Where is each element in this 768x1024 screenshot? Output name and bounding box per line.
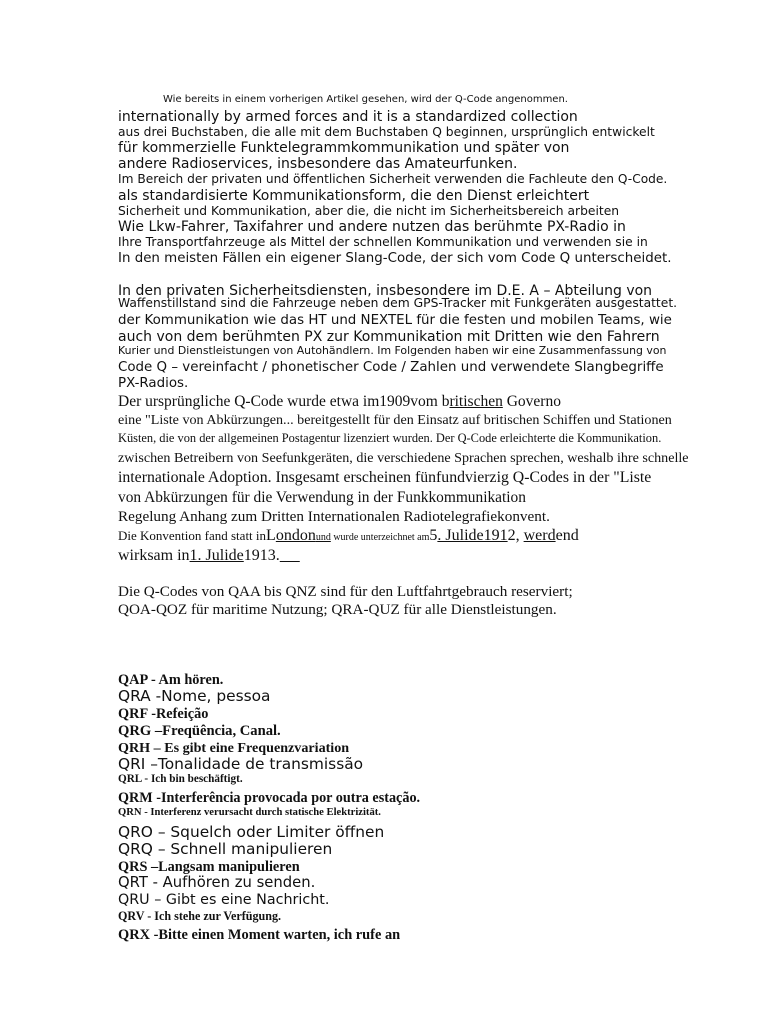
text-line: Kurier und Dienstleistungen von Autohändlern. Im Folgenden haben wir eine Zusammenfassung von xyxy=(118,344,667,357)
list-item: QRV - Ich stehe zur Verfügung. xyxy=(118,909,282,923)
list-item: QRG –Freqüência, Canal. xyxy=(118,723,281,739)
text-line: Die Konvention fand statt inLondonund wurde unterzeichnet am5. Julide1912, werdend xyxy=(118,527,579,544)
list-item: QRL - Ich bin beschäftigt. xyxy=(118,773,243,785)
text-line: internationale Adoption. Insgesamt erscheinen fünfundvierzig Q-Codes in der "Liste xyxy=(118,469,652,486)
list-item: QRQ – Schnell manipulieren xyxy=(118,840,333,858)
list-item: QRU – Gibt es eine Nachricht. xyxy=(118,892,330,908)
text-line: PX-Radios. xyxy=(118,376,189,391)
text-line: von Abkürzungen für die Verwendung in der Funkkommunikation xyxy=(118,489,526,506)
text-line: Code Q – vereinfacht / phonetischer Code / Zahlen und verwendete Slangbegriffe xyxy=(118,360,664,375)
text-line: für kommerzielle Funktelegrammkommunikation und später von xyxy=(118,140,570,156)
text-line: auch von dem berühmten PX zur Kommunikation mit Dritten wie den Fahrern xyxy=(118,329,660,345)
text-line: zwischen Betreibern von Seefunkgeräten, die verschiedene Sprachen sprechen, weshalb ihre schnelle xyxy=(118,450,689,466)
list-item: QAP - Am hören. xyxy=(118,672,224,688)
text-line: In den privaten Sicherheitsdiensten, insbesondere im D.E. A – Abteilung von xyxy=(118,283,653,299)
text-line: als standardisierte Kommunikationsform, die den Dienst erleichtert xyxy=(118,188,590,204)
text-line: In den meisten Fällen ein eigener Slang-Code, der sich vom Code Q unterscheidet. xyxy=(118,251,672,266)
text-line: Im Bereich der privaten und öffentlichen Sicherheit verwenden die Fachleute den Q-Code. xyxy=(118,172,668,186)
list-item: QRN - Interferenz verursacht durch statische Elektrizität. xyxy=(118,807,381,818)
text-line: Sicherheit und Kommunikation, aber die, die nicht im Sicherheitsbereich arbeiten xyxy=(118,204,620,218)
text-line: internationally by armed forces and it is a standardized collection xyxy=(118,109,578,125)
text-line: der Kommunikation wie das HT und NEXTEL für die festen und mobilen Teams, wie xyxy=(118,313,672,328)
list-item: QRX -Bitte einen Moment warten, ich rufe an xyxy=(118,927,401,943)
list-item: QRH – Es gibt eine Frequenzvariation xyxy=(118,740,350,756)
text-line: aus drei Buchstaben, die alle mit dem Buchstaben Q beginnen, ursprünglich entwickelt xyxy=(118,125,655,139)
text-line: Küsten, die von der allgemeinen Postagentur lizenziert wurden. Der Q-Code erleichterte die Kommunikation. xyxy=(118,431,662,445)
text-line: andere Radioservices, insbesondere das Amateurfunken. xyxy=(118,156,518,172)
list-item: QRT - Aufhören zu senden. xyxy=(118,874,316,891)
text-line: QOA-QOZ für maritime Nutzung; QRA-QUZ für alle Dienstleistungen. xyxy=(118,601,557,618)
text-line: Ihre Transportfahrzeuge als Mittel der schnellen Kommunikation und verwenden sie in xyxy=(118,235,648,249)
text-line: Regelung Anhang zum Dritten Internationalen Radiotelegrafiekonvent. xyxy=(118,508,550,525)
text-line: wirksam in1. Julide1913. xyxy=(118,547,280,564)
list-item: QRI –Tonalidade de transmissão xyxy=(118,755,364,773)
text-line: Wie Lkw-Fahrer, Taxifahrer und andere nutzen das berühmte PX-Radio in xyxy=(118,219,626,235)
list-item: QRF -Refeição xyxy=(118,706,209,722)
list-item: QRA -Nome, pessoa xyxy=(118,687,271,705)
text-line: Der ursprüngliche Q-Code wurde etwa im1909vom britischen Governo xyxy=(118,393,561,410)
text-line: Waffenstillstand sind die Fahrzeuge neben dem GPS-Tracker mit Funkgeräten ausgestattet. xyxy=(118,296,678,310)
text-line: Die Q-Codes von QAA bis QNZ sind für den Luftfahrtgebrauch reserviert; xyxy=(118,583,573,600)
list-item: QRS –Langsam manipulieren xyxy=(118,859,300,875)
text-line: Wie bereits in einem vorherigen Artikel gesehen, wird der Q-Code angenommen. xyxy=(163,94,568,105)
text-line: eine "Liste von Abkürzungen... bereitgestellt für den Einsatz auf britischen Schiffen und Stationen xyxy=(118,412,672,428)
list-item: QRO – Squelch oder Limiter öffnen xyxy=(118,823,385,841)
list-item: QRM -Interferência provocada por outra estação. xyxy=(118,790,421,806)
